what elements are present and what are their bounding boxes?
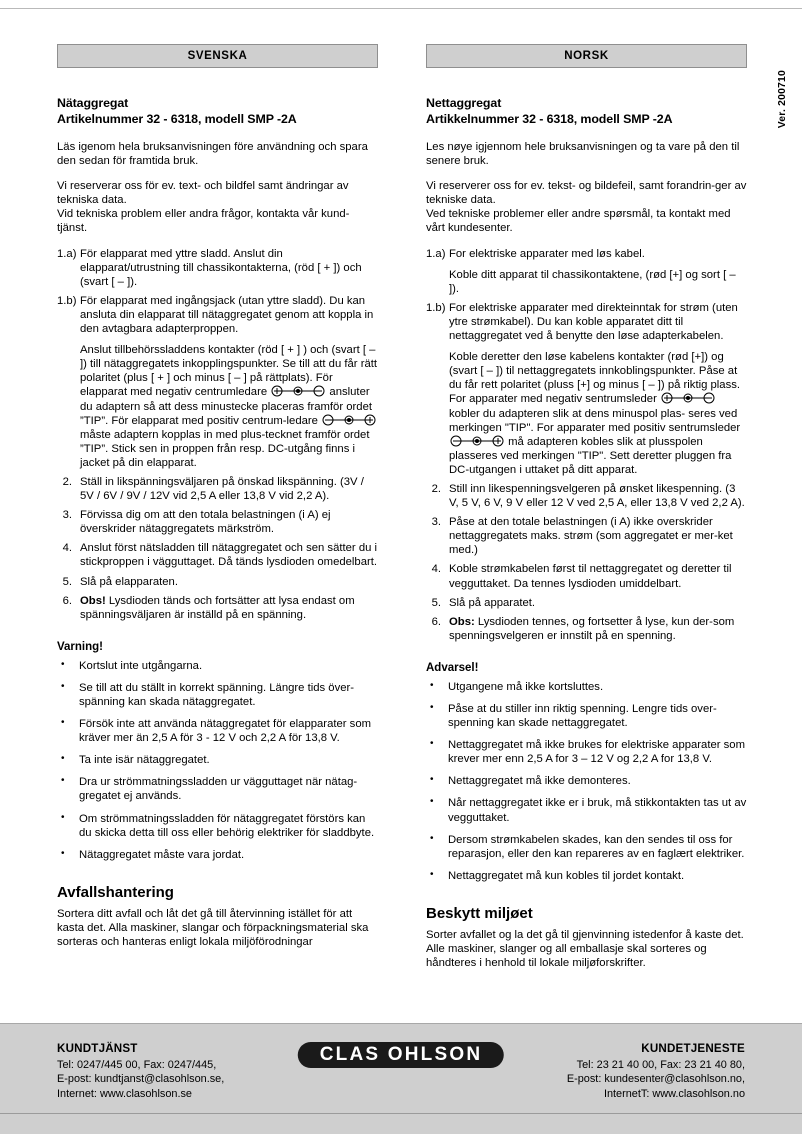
step-number: 4. (431, 563, 441, 576)
product-article-line: Artikkelnummer 32 - 6318, modell SMP -2A (426, 111, 673, 126)
disposal-text-svenska: Sortera ditt avfall och låt det gå till återvinning istället för att kasta det. Alla maskiner, slangar och förpackningsmaterial ska sorteras och hanteras enligt lokala miljöförodningar (57, 907, 369, 949)
footer-line: E-post: kundesenter@clasohlson.no, (566, 1073, 745, 1086)
step-paragraph: Anslut först nätsladden till nätaggregatet och sen sätter du i stickproppen i vägguttaget. Då tänds lysdioden omedelbart. (80, 542, 378, 569)
warning-item: • Dersom strømkabelen skades, kan den sendes til oss for reparasjon, eller den kan repareres av en faglært elektriker. (426, 833, 747, 861)
polarity-symbol-neg-icon (661, 392, 715, 404)
step-paragraph: Koble deretter den løse kabelens kontakter (rød [+]) og (svart [ – ]) til nettaggregatets innkoblingspunkter. Påse at du får rett polaritet (pluss [+] og minus [ – ]) på riktig plass. For apparater med negativ sentrumsleder kobler du adapteren slik at dens minuspol plas- seres ved merkingen "TIP". For apparater med positiv sentrumsleder må adapteren kobles slik at plusspolen plasseres ved merkingen "TIP". Sett deretter pluggen fra DC-utgangen i uttaket på ditt apparat. (449, 351, 741, 476)
warning-item: • Ta inte isär nätaggregatet. (57, 753, 378, 767)
warning-item: • Når nettaggregatet ikke er i bruk, må stikkontakten tas ut av vegguttaket. (426, 796, 747, 824)
warning-item: • Påse at du stiller inn riktig spenning. Lengre tids over-spenning kan skade nettaggregatet. (426, 702, 747, 730)
step-number: 5. (62, 575, 72, 588)
instruction-step (426, 562, 747, 590)
instruction-step (57, 294, 378, 470)
step-number: 3. (62, 509, 72, 522)
footer-heading-norway: KUNDETJENESTE (641, 1042, 745, 1055)
warning-item: • Nätaggregatet måste vara jordat. (57, 848, 378, 862)
instruction-list-norsk (426, 247, 747, 643)
instruction-step (57, 475, 378, 503)
polarity-symbol-neg-icon (271, 385, 325, 397)
warning-item: • Om strömmatningssladden för nätaggregatet förstörs kan du skicka detta till oss eller behörig elektriker för sladdbyte. (57, 812, 378, 840)
disposal-text-norsk: Sorter avfallet og la det gå til gjenvinning istedenfor å kaste det. Alle maskiner, slanger og all emballasje skal sorteres og håndteres i henhold til lokale miljøforskrifter. (426, 928, 744, 970)
warning-item: • Se till att du ställt in korrekt spänning. Längre tids över-spänning kan skada nätaggregatet. (57, 681, 378, 709)
step-paragraph: For elektriske apparater med direkteinntak for strøm (uten ytre strømkabel). Du kan koble apparatet ditt til nettaggregatet ved å benytte den løse adapterkabelen. (449, 301, 738, 343)
footer-line: Tel: 23 21 40 00, Fax: 23 21 40 80, (576, 1058, 745, 1071)
step-number: 1.b) (57, 294, 77, 307)
instruction-step (426, 515, 747, 557)
step-number: 3. (431, 516, 441, 529)
intro-paragraph: Läs igenom hela bruksanvisningen före användning och spara den sedan för framtida bruk. (57, 141, 368, 168)
step-number: 4. (62, 542, 72, 555)
step-paragraph: Still inn likespenningsvelgeren på ønsket likespenning. (3 V, 5 V, 6 V, 9 V eller 12 V ved 2,5 A, eller 13,8 V ved 2,2 A). (449, 482, 745, 510)
clas-ohlson-logo: CLAS OHLSON (298, 1042, 504, 1068)
footer-line: InternetT: www.clasohlson.no (603, 1087, 745, 1100)
warning-item: • Försök inte att använda nätaggregatet för elapparater som kräver mer än 2,5 A för 3 - 12 V och 2,2 A för 13,8 V. (57, 717, 378, 745)
step-paragraph: Koble strømkabelen først til nettaggregatet og deretter til vegguttaket. Da tennes lysdioden umiddelbart. (449, 563, 732, 590)
product-title-svenska (57, 96, 378, 127)
step-paragraph: Obs: Lysdioden tennes, og fortsetter å lyse, kun der-som spenningsvelgeren er innstilt på en spenning. (449, 615, 735, 642)
footer-heading-sweden: KUNDTJÄNST (57, 1042, 138, 1055)
language-banner-svenska: SVENSKA (57, 44, 378, 68)
intro-paragraph: Les nøye igjennom hele bruksanvisningen og ta vare på den til senere bruk. (426, 141, 740, 168)
column-svenska (57, 44, 378, 981)
step-number: 5. (431, 596, 441, 609)
warning-heading-norsk: Advarsel! (426, 661, 479, 674)
warning-item: • Nettaggregatet må kun kobles til jordet kontakt. (426, 869, 747, 883)
step-paragraph: Slå på apparatet. (449, 596, 536, 609)
instruction-step (426, 596, 747, 610)
step-number: 6. (431, 615, 441, 628)
warning-list-norsk (426, 680, 747, 883)
instruction-step (426, 482, 747, 510)
version-label: Ver. 200710 (777, 70, 788, 129)
instruction-list-svenska (57, 247, 378, 622)
instruction-step (426, 301, 747, 477)
step-paragraph: For elektriske apparater med løs kabel. (449, 247, 645, 260)
step-number: 1.b) (426, 301, 446, 314)
product-article-line: Artikelnummer 32 - 6318, modell SMP -2A (57, 111, 297, 126)
warning-list-svenska (57, 659, 378, 862)
product-name-line: Nettaggregat (426, 96, 502, 110)
step-number: 2. (431, 482, 441, 495)
intro-paragraph: Vi reserverer oss for ev. tekst- og bildefeil, samt forandrin-ger av tekniske data. (426, 180, 747, 207)
top-divider-rule (0, 8, 802, 9)
footer-contact-norway (567, 1042, 745, 1101)
footer-line: E-post: kundtjanst@clasohlson.se, (57, 1073, 225, 1086)
column-norsk (426, 44, 747, 981)
intro-paragraph: Vid tekniska problem eller andra frågor, kontakta vår kund-tjänst. (57, 208, 350, 235)
step-number: 1.a) (57, 247, 77, 260)
step-paragraph: Anslut tillbehörssladdens kontakter (röd [ + ] ) och (svart [ – ]) till nätaggregatets inkopplingspunkter. Se till att du får rätt polaritet (plus [ + ] och minus [ – ] på rättplats). För elapparat med negativ centrumledare ansluter du adaptern så att dess minustecke placeras framför ordet ”TIP”. För elapparat med positiv centrum-ledare måste adaptern kopplas in med plus-tecknet framför ordet ”TIP”. Stick sen in proppen från resp. DC-utgång finns i jacket på din elapparat. (80, 344, 378, 469)
instruction-step (57, 508, 378, 536)
instruction-step (57, 541, 378, 569)
warning-item: • Dra ur strömmatningssladden ur vägguttaget när nätag-gregatet ej används. (57, 775, 378, 803)
footer-line: Internet: www.clasohlson.se (57, 1087, 192, 1100)
step-number: 6. (62, 594, 72, 607)
step-number: 2. (62, 475, 72, 488)
warning-item: • Utgangene må ikke kortsluttes. (426, 680, 747, 694)
step-paragraph: Obs! Lysdioden tänds och fortsätter att lysa endast om spänningsväljaren är inställd på en spänning. (80, 594, 355, 621)
step-paragraph: Förvissa dig om att den totala belastningen (i A) ej överskrider nätaggregatets märkström. (80, 509, 331, 536)
step-bold-lead: Obs! (80, 594, 106, 607)
step-paragraph: Koble ditt apparat til chassikontaktene, (rød [+] og sort [ – ]). (449, 268, 736, 295)
page-footer (0, 1023, 802, 1134)
instruction-step (57, 575, 378, 589)
instruction-step (57, 247, 378, 289)
disposal-heading-norsk: Beskytt miljøet (426, 904, 533, 922)
step-paragraph: Påse at den totale belastningen (i A) ikke overskrider nettaggregatets maks. strøm (som aggregatet er mer-ket med.) (449, 516, 733, 557)
warning-item: • Kortslut inte utgångarna. (57, 659, 378, 673)
step-paragraph: För elapparat med ingångsjack (utan yttre sladd). Du kan ansluta din elapparat till nätaggregatet genom att koppla in den avtagbara adapterproppen. (80, 294, 374, 336)
step-paragraph: Slå på elapparaten. (80, 575, 178, 588)
warning-item: • Nettaggregatet må ikke demonteres. (426, 774, 747, 788)
step-number: 1.a) (426, 247, 446, 260)
intro-paragraph: Vi reserverar oss för ev. text- och bildfel samt ändringar av tekniska data. (57, 180, 349, 207)
polarity-symbol-pos-icon (322, 414, 376, 426)
footer-divider-rule (0, 1113, 802, 1114)
footer-contact-sweden (57, 1042, 224, 1101)
product-name-line: Nätaggregat (57, 96, 129, 110)
polarity-symbol-pos-icon (450, 435, 504, 447)
intro-paragraph: Ved tekniske problemer eller andre spørsmål, ta kontakt med vårt kundesenter. (426, 208, 731, 235)
instruction-step (57, 594, 378, 622)
instruction-step (426, 615, 747, 643)
disposal-heading-svenska: Avfallshantering (57, 883, 174, 901)
warning-item: • Nettaggregatet må ikke brukes for elektriske apparater som krever mer enn 2,5 A for 3 – 12 V og 2,2 A for 13,8 V. (426, 738, 747, 766)
language-banner-norsk: NORSK (426, 44, 747, 68)
step-bold-lead: Obs: (449, 615, 475, 628)
product-title-norsk (426, 96, 747, 127)
two-column-body (57, 44, 747, 981)
step-paragraph: Ställ in likspänningsväljaren på önskad likspänning. (3V / 5V / 6V / 9V / 12V vid 2,5 A eller 13,8 V vid 2,2 A). (80, 475, 364, 503)
step-paragraph: För elapparat med yttre sladd. Anslut din elapparat/utrustning till chassikontakterna, (röd [ + ]) och (svart [ – ]). (80, 247, 362, 288)
warning-heading-svenska: Varning! (57, 640, 104, 653)
instruction-step (426, 247, 747, 296)
footer-line: Tel: 0247/445 00, Fax: 0247/445, (57, 1058, 217, 1071)
